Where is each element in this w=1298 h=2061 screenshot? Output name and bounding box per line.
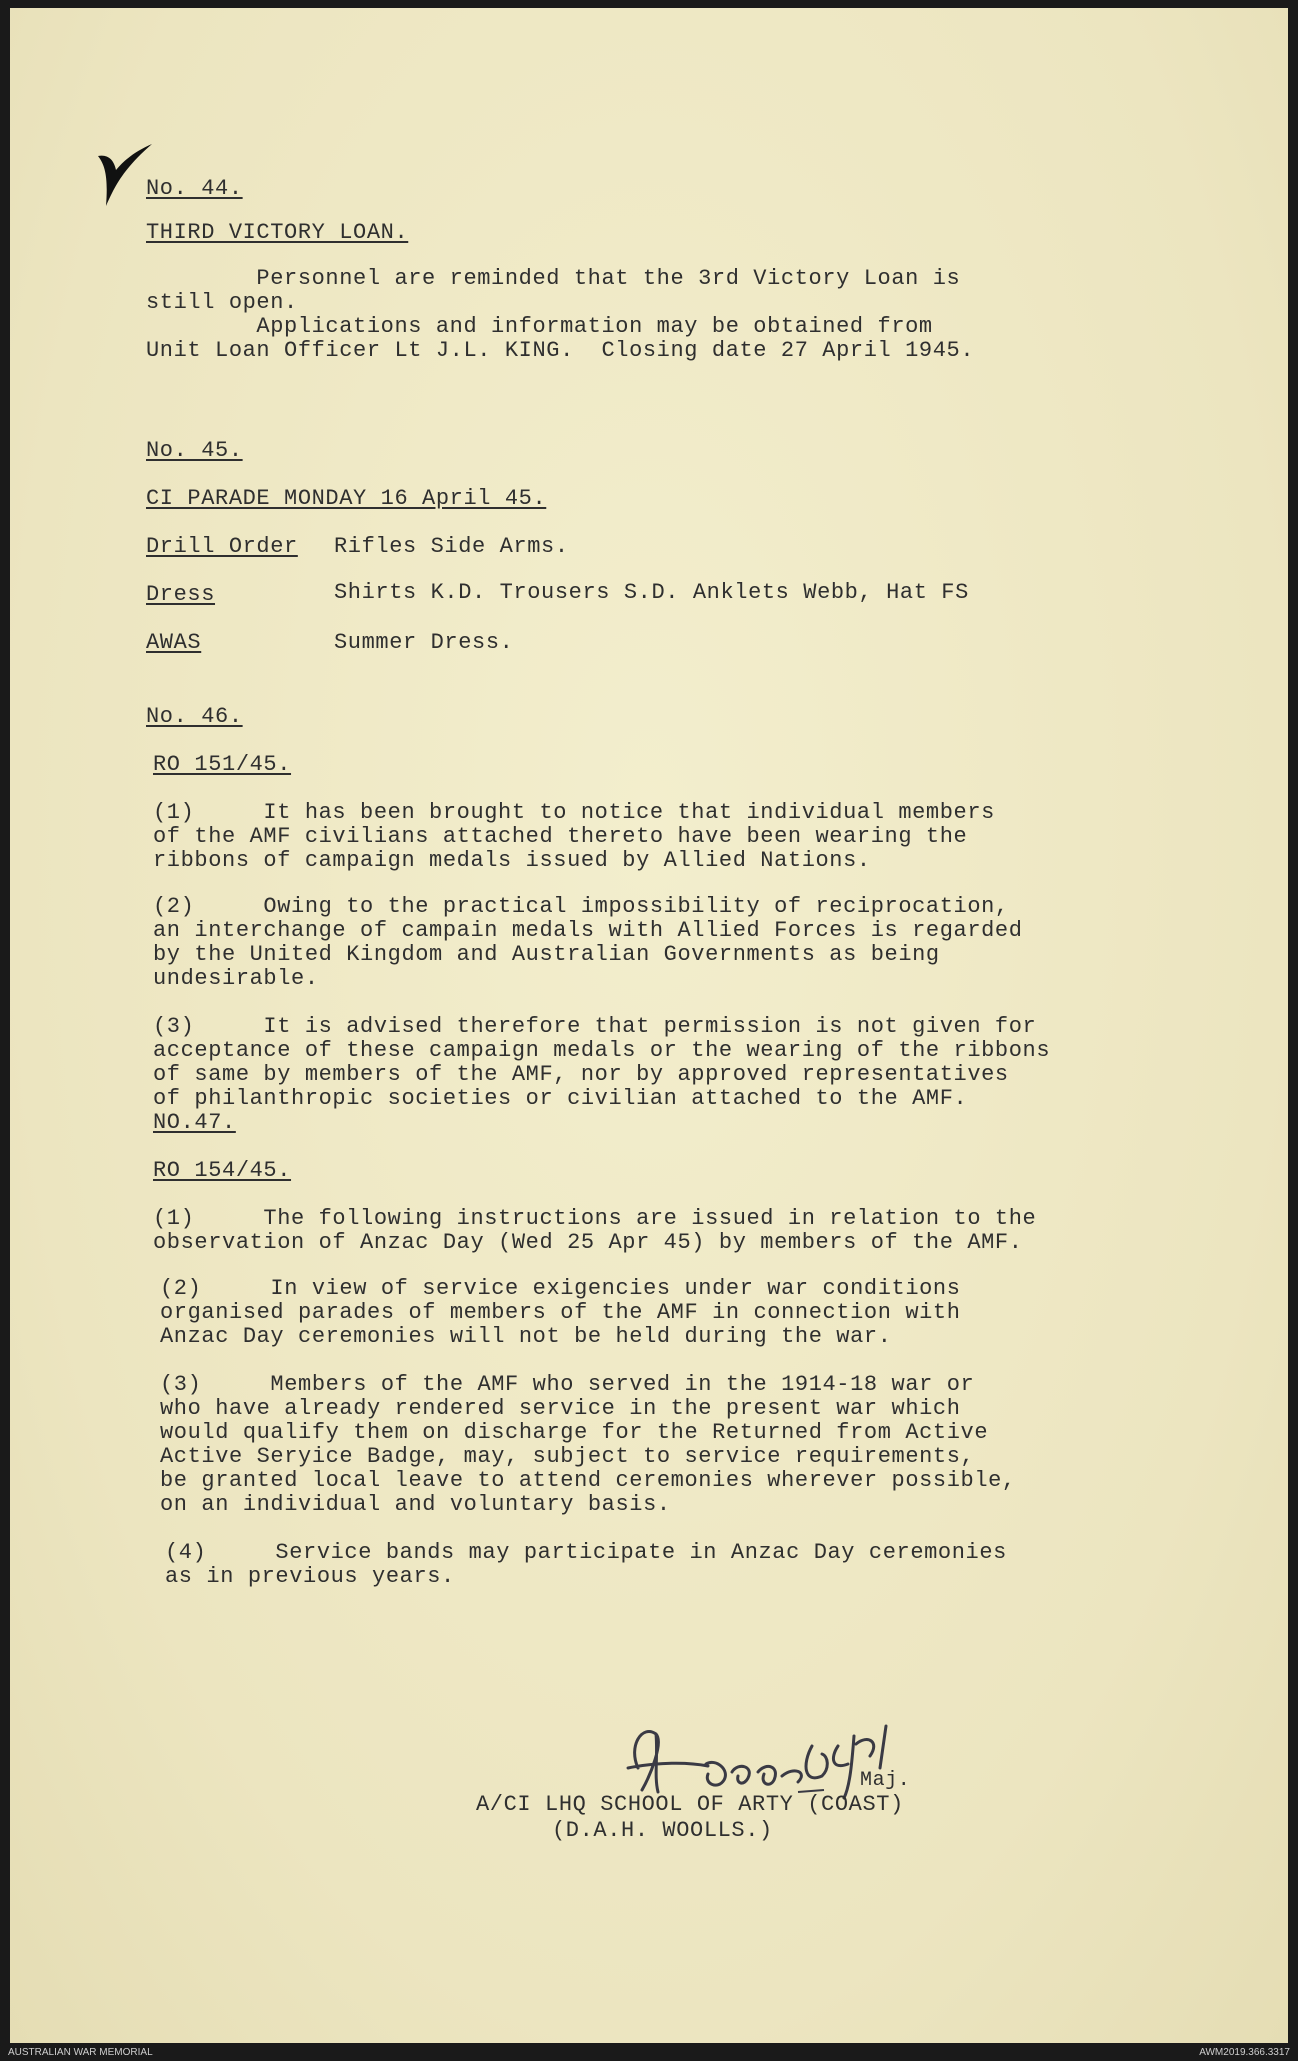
ro151-p3-line: of same by members of the AMF, nor by approved representatives bbox=[153, 1062, 1009, 1087]
ro154-p3-line: would qualify them on discharge for the Returned from Active bbox=[160, 1420, 989, 1445]
ro154-p3-line: Active Seryice Badge, may, subject to service requirements, bbox=[160, 1444, 975, 1469]
signature-rank: Maj. bbox=[860, 1769, 911, 1792]
section-44-number: No. 44. bbox=[146, 176, 243, 201]
ro154-p2-line: Anzac Day ceremonies will not be held during the war. bbox=[160, 1324, 892, 1349]
ro154-p4-line: (4) Service bands may participate in Anzac Day ceremonies bbox=[165, 1540, 1007, 1565]
signature-unit: A/CI LHQ SCHOOL OF ARTY (COAST) bbox=[476, 1792, 904, 1817]
section-45-title: CI PARADE MONDAY 16 April 45. bbox=[146, 486, 547, 511]
section-47-title: RO 154/45. bbox=[153, 1158, 292, 1183]
section-45-number: No. 45. bbox=[146, 438, 243, 463]
ro151-p3-line: acceptance of these campaign medals or the wearing of the ribbons bbox=[153, 1038, 1051, 1063]
ro151-p2-line: undesirable. bbox=[153, 966, 319, 991]
section-44-line: still open. bbox=[146, 290, 298, 315]
signature-name: (D.A.H. WOOLLS.) bbox=[552, 1818, 773, 1843]
awas-value: Summer Dress. bbox=[334, 630, 514, 655]
section-44-line: Unit Loan Officer Lt J.L. KING. Closing date 27 April 1945. bbox=[146, 338, 975, 363]
awas-label: AWAS bbox=[146, 630, 202, 655]
drill-order-value: Rifles Side Arms. bbox=[334, 534, 569, 559]
section-44-line: Applications and information may be obtained from bbox=[146, 314, 933, 339]
ro151-p3-line: (3) It is advised therefore that permission is not given for bbox=[153, 1014, 1037, 1039]
ro151-p1-line: ribbons of campaign medals issued by Allied Nations. bbox=[153, 848, 871, 873]
dress-value: Shirts K.D. Trousers S.D. Anklets Webb, Hat FS bbox=[334, 580, 969, 605]
ro154-p2-line: organised parades of members of the AMF in connection with bbox=[160, 1300, 961, 1325]
ro154-p4-line: as in previous years. bbox=[165, 1564, 455, 1589]
ro151-p2-line: (2) Owing to the practical impossibility of reciprocation, bbox=[153, 894, 1009, 919]
dress-label: Dress bbox=[146, 582, 216, 607]
ro154-p2-line: (2) In view of service exigencies under war conditions bbox=[160, 1276, 961, 1301]
ro154-p3-line: be granted local leave to attend ceremonies wherever possible, bbox=[160, 1468, 1016, 1493]
section-44-title: THIRD VICTORY LOAN. bbox=[146, 220, 409, 245]
ro151-p3-line: of philanthropic societies or civilian attached to the AMF. bbox=[153, 1086, 968, 1111]
ro154-p1-line: observation of Anzac Day (Wed 25 Apr 45) by members of the AMF. bbox=[153, 1230, 1023, 1255]
ro151-p2-line: by the United Kingdom and Australian Governments as being bbox=[153, 942, 940, 967]
ro154-p1-line: (1) The following instructions are issued in relation to the bbox=[153, 1206, 1037, 1231]
footer-institution: AUSTRALIAN WAR MEMORIAL bbox=[8, 2047, 153, 2058]
document-page bbox=[10, 8, 1288, 2043]
section-47-number: NO.47. bbox=[153, 1110, 236, 1135]
ro151-p1-line: (1) It has been brought to notice that individual members bbox=[153, 800, 995, 825]
section-46-number: No. 46. bbox=[146, 704, 243, 729]
ro151-p2-line: an interchange of campain medals with Allied Forces is regarded bbox=[153, 918, 1023, 943]
footer-accession-number: AWM2019.366.3317 bbox=[1199, 2047, 1290, 2058]
ro151-p1-line: of the AMF civilians attached thereto have been wearing the bbox=[153, 824, 968, 849]
section-46-title: RO 151/45. bbox=[153, 752, 292, 777]
archive-footer bbox=[0, 2043, 1298, 2061]
ro154-p3-line: who have already rendered service in the present war which bbox=[160, 1396, 961, 1421]
ro154-p3-line: (3) Members of the AMF who served in the 1914-18 war or bbox=[160, 1372, 975, 1397]
ro154-p3-line: on an individual and voluntary basis. bbox=[160, 1492, 671, 1517]
section-44-line: Personnel are reminded that the 3rd Victory Loan is bbox=[146, 266, 961, 291]
drill-order-label: Drill Order bbox=[146, 534, 298, 559]
